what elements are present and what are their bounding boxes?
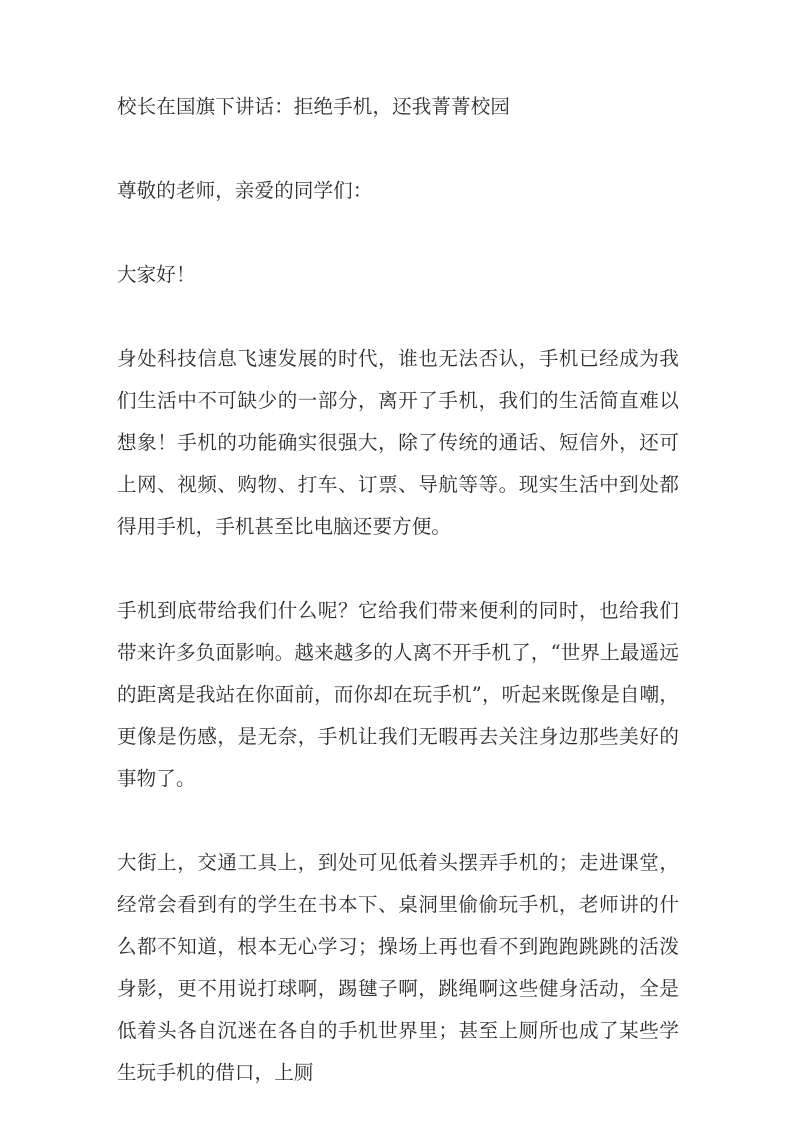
greeting-line: 大家好！: [117, 263, 196, 286]
salutation-line: 尊敬的老师，亲爱的同学们：: [117, 179, 373, 202]
body-paragraph-1: 身处科技信息飞速发展的时代，谁也无法否认，手机已经成为我们生活中不可缺少的一部分，离开了手机，我们的生活简直难以想象！手机的功能确实很强大，除了传统的通话、短信外，还可上网、视频、购物、打车、订票、导航等等。现实生活中到处都得用手机，手机甚至比电脑还要方便。: [117, 347, 679, 538]
document-title: 校长在国旗下讲话：拒绝手机，还我菁菁校园: [117, 95, 511, 118]
body-paragraph-3: 大街上，交通工具上，到处可见低着头摆弄手机的；走进课堂，经常会看到有的学生在书本下、桌洞里偷偷玩手机，老师讲的什么都不知道，根本无心学习；操场上再也看不到跑跑跳跳的活泼身影，更不用说打球啊，踢毽子啊，跳绳啊这些健身活动，全是低着头各自沉迷在各自的手机世界里；甚至上厕所也成了某些学生玩手机的借口，上厕: [117, 851, 679, 1084]
body-paragraph-2: 手机到底带给我们什么呢？它给我们带来便利的同时，也给我们带来许多负面影响。越来越多的人离不开手机了，“世界上最遥远的距离是我站在你面前，而你却在玩手机”，听起来既像是自嘲，更像是伤感，是无奈，手机让我们无暇再去关注身边那些美好的事物了。: [117, 599, 679, 790]
document-body: [117, 86, 679, 1094]
